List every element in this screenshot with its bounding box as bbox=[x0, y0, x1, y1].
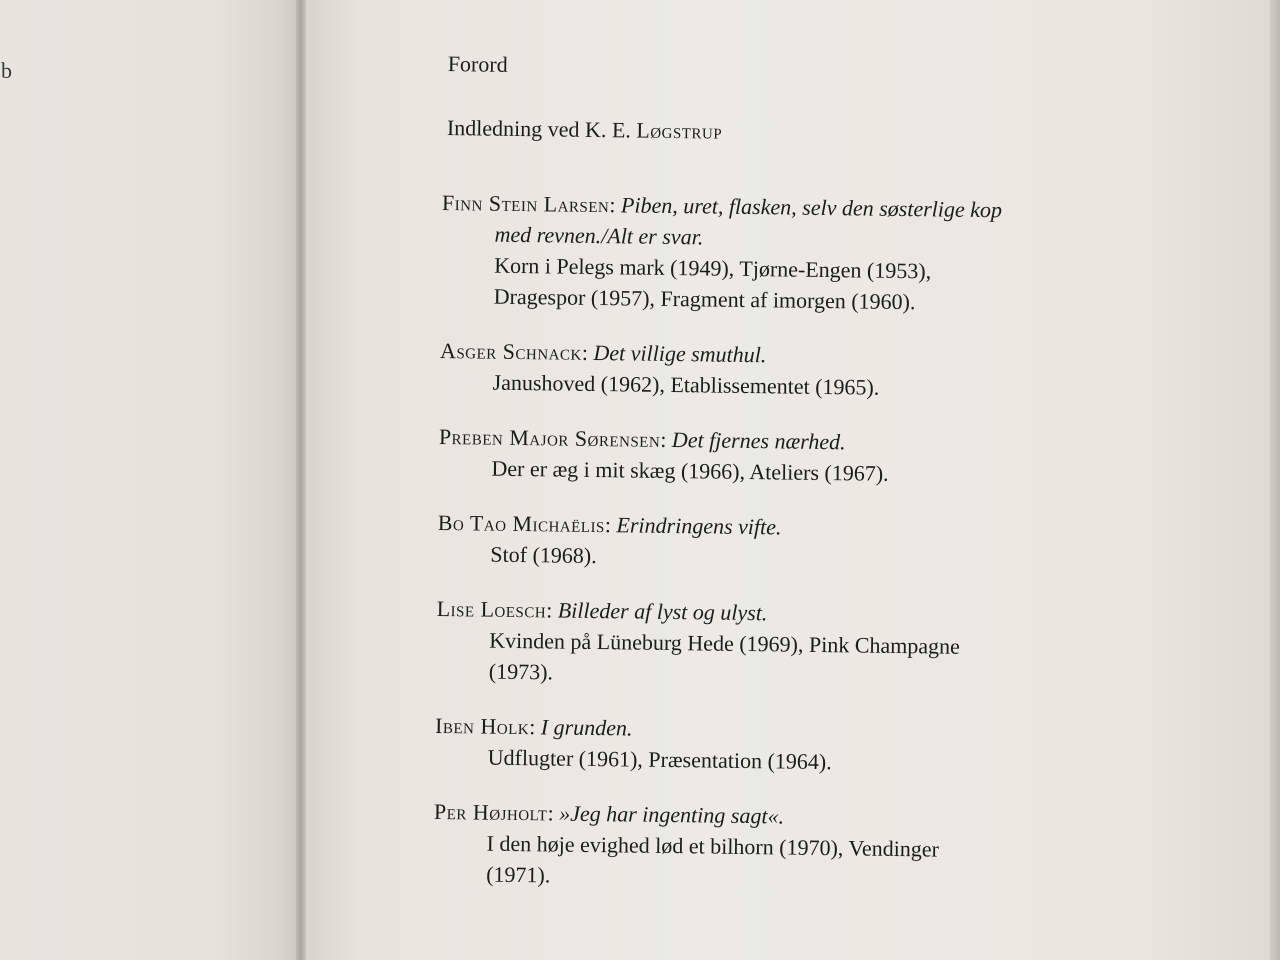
list-item bbox=[438, 421, 1119, 492]
entry-heading: Iben Holk: I grunden. bbox=[434, 712, 633, 741]
entry-heading: Lise Loesch: Billeder af lyst og ulyst. bbox=[436, 595, 768, 626]
entry-author: Bo Tao Michaëlis bbox=[437, 509, 606, 538]
entry-essay-title: I grunden. bbox=[540, 714, 633, 741]
entry-works: Kvinden på Lüneburg Hede (1969), Pink Champagne bbox=[489, 627, 961, 659]
entry-essay-title: Billeder af lyst og ulyst. bbox=[557, 597, 768, 626]
entry-author: Finn Stein Larsen bbox=[441, 189, 610, 218]
entry-author: Lise Loesch bbox=[436, 595, 547, 623]
book-gutter bbox=[296, 0, 306, 960]
entry-works: Janushoved (1962), Etablissementet (1965). bbox=[492, 369, 880, 400]
entry-essay-title: »Jeg har ingenting sagt«. bbox=[559, 800, 785, 829]
contents-entries bbox=[433, 187, 1122, 898]
entry-heading: Finn Stein Larsen: Piben, uret, flasken, selv den søsterlige kop bbox=[441, 189, 1003, 223]
entry-essay-title: Det villige smuthul. bbox=[593, 339, 767, 368]
entry-works: Der er æg i mit skæg (1966), Ateliers (1967). bbox=[491, 455, 889, 486]
entry-essay-title: Det fjernes nærhed. bbox=[671, 427, 846, 455]
entry-author: Asger Schnack bbox=[439, 337, 583, 365]
entry-heading: Asger Schnack: Det villige smuthul. bbox=[439, 337, 767, 368]
entry-essay-title-cont: med revnen./Alt er svar. bbox=[494, 221, 704, 250]
entry-essay-title: Erindringens vifte. bbox=[616, 512, 782, 540]
list-item bbox=[436, 593, 1117, 695]
entry-heading: Bo Tao Michaëlis: Erindringens vifte. bbox=[437, 509, 782, 540]
entry-works: I den høje evighed lød et bilhorn (1970), Vendinger bbox=[486, 830, 940, 862]
list-item bbox=[435, 710, 1116, 781]
entry-works-cont: (1973). bbox=[488, 658, 554, 685]
entry-essay-title: Piben, uret, flasken, selv den søsterlige kop bbox=[620, 192, 1003, 223]
entry-heading: Per Højholt: »Jeg har ingenting sagt«. bbox=[433, 798, 785, 829]
indledning-author: Løgstrup bbox=[636, 117, 723, 144]
list-item bbox=[433, 796, 1114, 898]
page-edge bbox=[1270, 0, 1280, 960]
table-of-contents bbox=[433, 48, 1124, 922]
entry-works-cont: (1971). bbox=[486, 861, 551, 888]
entry-works: Korn i Pelegs mark (1949), Tjørne-Engen (1953), bbox=[493, 252, 932, 284]
entry-author: Per Højholt bbox=[433, 798, 548, 826]
entry-works: Udflugter (1961), Præsentation (1964). bbox=[487, 744, 832, 775]
entry-author: Iben Holk bbox=[434, 712, 530, 740]
front-matter-indledning bbox=[447, 112, 1123, 152]
list-item bbox=[439, 335, 1120, 406]
entry-works: Stof (1968). bbox=[490, 541, 597, 569]
entry-author: Preben Major Sørensen bbox=[438, 423, 661, 452]
entry-heading: Preben Major Sørensen: Det fjernes nærhed. bbox=[438, 423, 846, 455]
margin-mark: b bbox=[1, 58, 12, 83]
entry-works-cont: Dragespor (1957), Fragment af imorgen (1960). bbox=[493, 283, 916, 315]
indledning-label: Indledning ved K. E. bbox=[446, 115, 637, 143]
forord-label: Forord bbox=[447, 51, 508, 77]
list-item bbox=[441, 187, 1123, 320]
list-item bbox=[437, 507, 1118, 578]
left-page bbox=[0, 0, 300, 960]
